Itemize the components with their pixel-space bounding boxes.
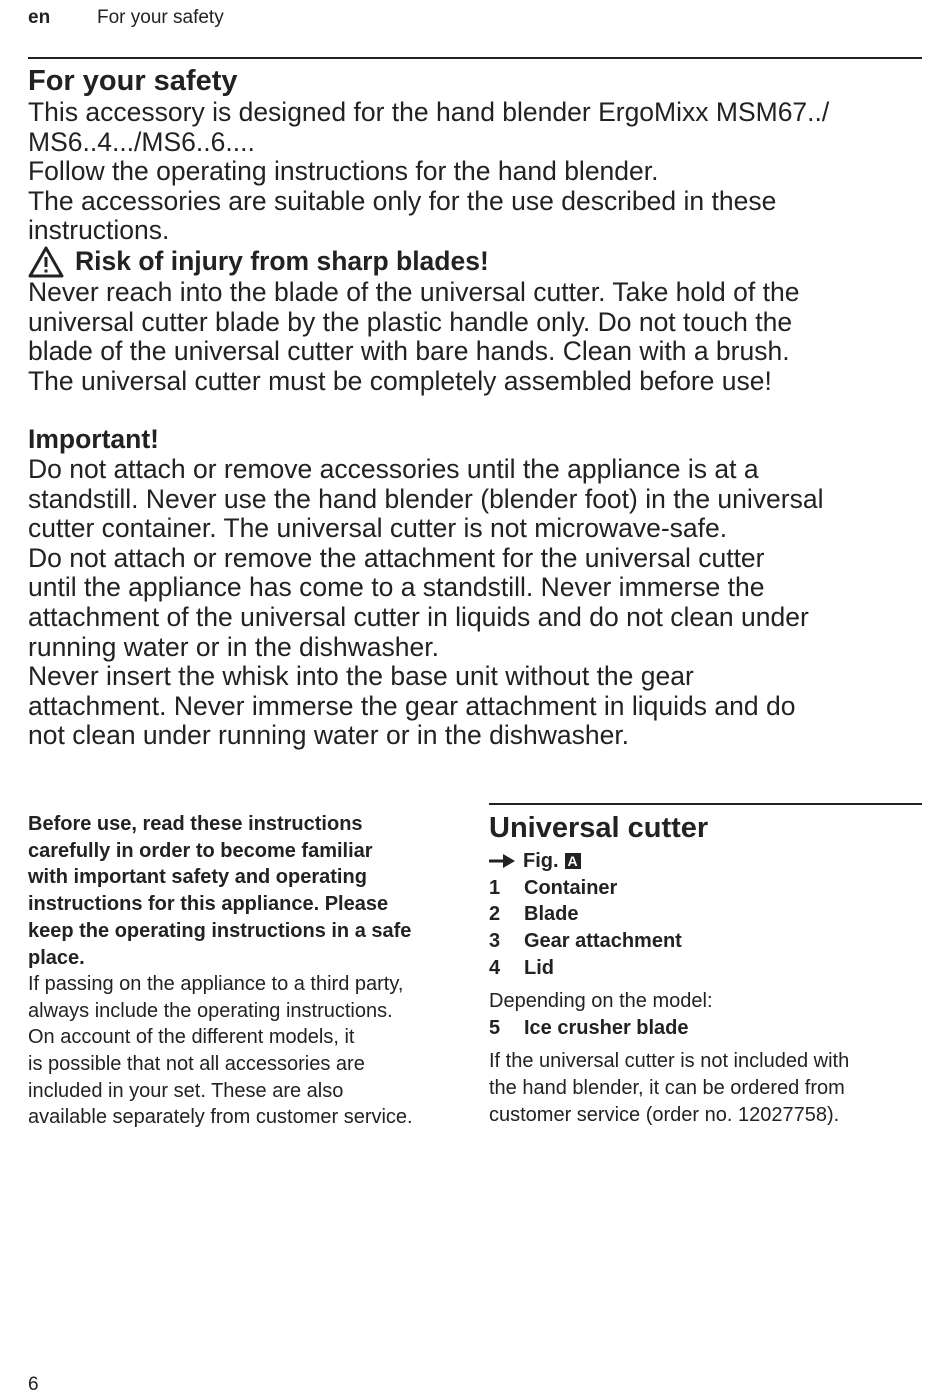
item-label: Gear attachment [524, 930, 682, 953]
text-line: Do not attach or remove the attachment for the universal cutter [28, 542, 765, 573]
text-line: Never reach into the blade of the universal cutter. Take hold of the [28, 276, 800, 307]
important-paragraph [28, 455, 923, 751]
text-line: blade of the universal cutter with bare hands. Clean with a brush. [28, 336, 790, 367]
text-line: attachment. Never immerse the gear attachment in liquids and do [28, 690, 796, 721]
text-line: available separately from customer service. [28, 1106, 413, 1129]
language-code: en [28, 7, 51, 28]
page-number: 6 [28, 1374, 39, 1395]
warning-paragraph [28, 278, 923, 396]
list-item [489, 875, 922, 902]
text-line: with important safety and operating [28, 866, 367, 889]
text-line: On account of the different models, it [28, 1026, 355, 1049]
text-line: Do not attach or remove accessories until the appliance is at a [28, 453, 759, 484]
model-note: Depending on the model: [489, 989, 713, 1012]
header-section-title: For your safety [97, 7, 224, 28]
text-line: customer service (order no. 12027758). [489, 1103, 840, 1126]
intro-paragraph [28, 98, 923, 246]
order-paragraph [489, 1048, 922, 1129]
item-number: 3 [489, 930, 501, 953]
list-item [489, 928, 922, 955]
item-label: Blade [524, 903, 579, 926]
text-line: Before use, read these instructions [28, 813, 363, 835]
text-line: If passing on the appliance to a third party, [28, 973, 404, 996]
warning-heading [28, 246, 923, 278]
text-line: MS6..4.../MS6..6.... [28, 126, 255, 157]
text-line: instructions. [28, 215, 170, 246]
text-line: the hand blender, it can be ordered from [489, 1076, 845, 1099]
text-line: standstill. Never use the hand blender (blender foot) in the universal [28, 483, 824, 514]
list-item [489, 901, 922, 928]
text-line: instructions for this appliance. Please [28, 893, 389, 916]
text-line: Never insert the whisk into the base unit without the gear [28, 661, 694, 692]
arrow-right-icon [489, 854, 515, 868]
page-header [28, 7, 224, 29]
text-line: attachment of the universal cutter in liquids and do not clean under [28, 601, 809, 632]
figure-letter-badge: A [565, 853, 581, 869]
item-number: 2 [489, 903, 501, 926]
text-line: carefully in order to become familiar [28, 839, 373, 862]
third-party-paragraph [28, 971, 464, 1131]
text-line: included in your set. These are also [28, 1079, 344, 1102]
list-item [489, 955, 922, 982]
text-line: The universal cutter must be completely assembled before use! [28, 365, 772, 396]
text-line: If the universal cutter is not included with [489, 1049, 850, 1072]
text-line: cutter container. The universal cutter is not microwave-safe. [28, 513, 728, 544]
text-line: always include the operating instructions. [28, 999, 393, 1022]
item-number: 4 [489, 956, 501, 979]
item-number: 1 [489, 876, 501, 899]
text-line: This accessory is designed for the hand blender ErgoMixx MSM67../ [28, 97, 830, 127]
text-line: not clean under running water or in the dishwasher. [28, 720, 630, 751]
warning-title: Risk of injury from sharp blades! [75, 246, 489, 277]
left-column [28, 811, 464, 1131]
section-divider [489, 803, 922, 805]
header-divider [28, 57, 922, 59]
safety-section [28, 64, 923, 751]
item-number: 5 [489, 1017, 501, 1040]
right-column [489, 803, 922, 1129]
figure-label: Fig. [523, 850, 559, 872]
parts-list [489, 875, 922, 982]
item-label: Container [524, 876, 618, 899]
page-title: For your safety [28, 65, 238, 97]
text-line: The accessories are suitable only for the use described in these [28, 185, 777, 216]
warning-icon [28, 246, 64, 278]
text-line: until the appliance has come to a standstill. Never immerse the [28, 572, 765, 603]
item-label: Lid [524, 956, 554, 979]
text-line: universal cutter blade by the plastic handle only. Do not touch the [28, 306, 793, 337]
text-line: keep the operating instructions in a safe [28, 919, 412, 942]
item-label: Ice crusher blade [524, 1017, 689, 1040]
list-item [489, 1015, 922, 1042]
text-line: running water or in the dishwasher. [28, 631, 439, 662]
figure-reference [489, 848, 922, 875]
text-line: place. [28, 946, 85, 969]
text-line: is possible that not all accessories are [28, 1053, 365, 1075]
important-heading: Important! [28, 424, 160, 455]
text-line: Follow the operating instructions for the hand blender. [28, 156, 659, 187]
read-instructions-notice [28, 811, 464, 971]
section-title: Universal cutter [489, 812, 709, 844]
